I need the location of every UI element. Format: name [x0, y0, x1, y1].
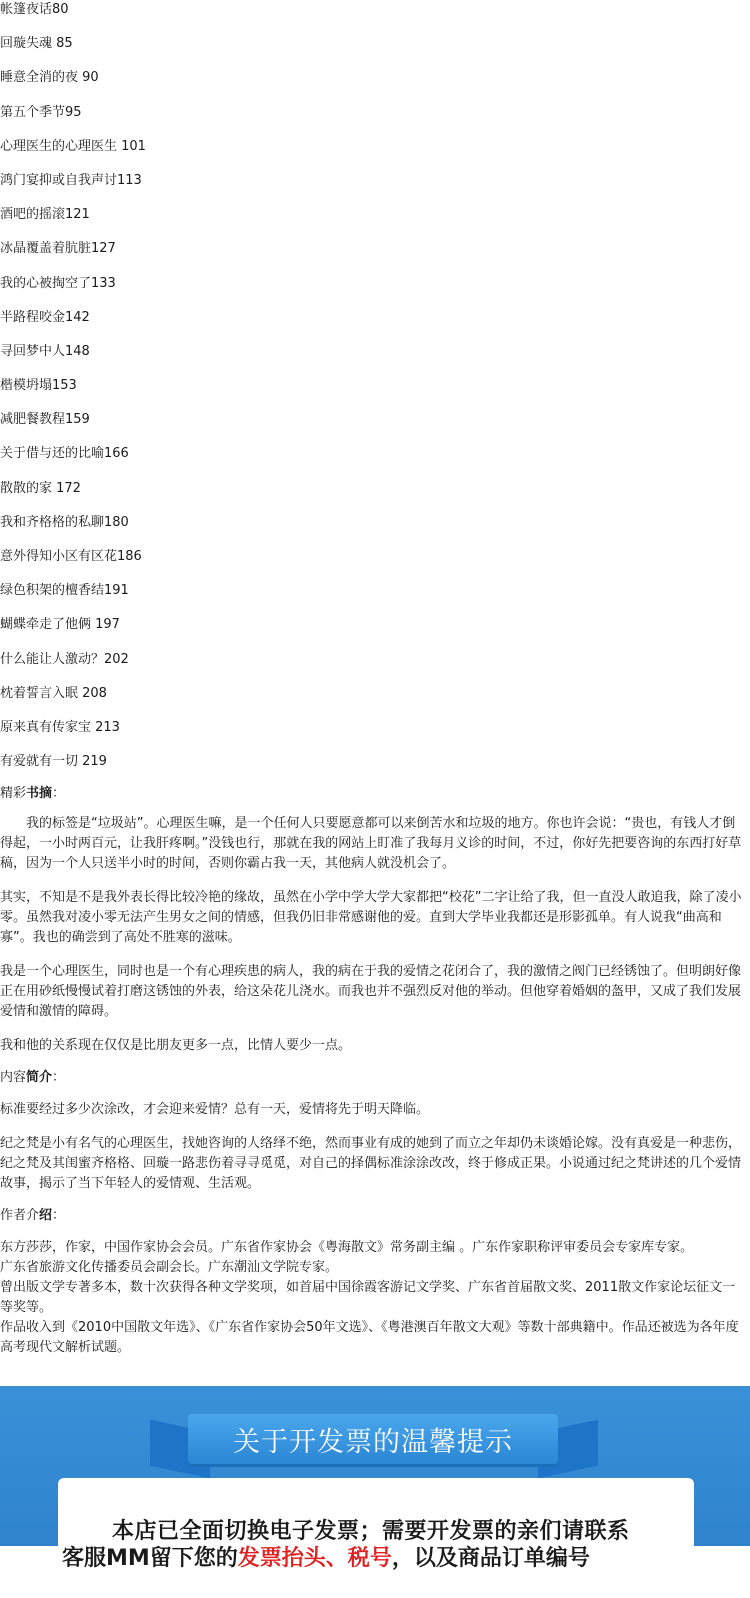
- toc-item: 枕着誓言入眠 208: [0, 685, 107, 701]
- toc-item: 蝴蝶牵走了他俩 197: [0, 617, 120, 633]
- toc-item: 减肥餐教程159: [0, 412, 90, 428]
- author-line: 广东省旅游文化传播委员会副会长。广东潮汕文学院专家。: [0, 1260, 339, 1276]
- author-line: 曾出版文学专著多本，数十次获得各种文学奖项，如首届中国徐霞客游记文学奖、广东省首届散文奖、2011散文作家论坛征文一等奖等。: [0, 1280, 736, 1316]
- toc-item: 鸿门宴抑或自我声讨113: [0, 172, 142, 188]
- excerpt-paragraph: 其实，不知是不是我外表长得比较冷艳的缘故，虽然在小学中学大学大家都把“校花”二字让给了我，但一直没人敢追我，除了凌小零。虽然我对凌小零无法产生男女之间的情感，但我仍旧非常感谢他的爱。直到大学毕业我都还是形影孤单。有人说我“曲高和寡”。我也的确尝到了高处不胜寒的滋味。: [0, 890, 742, 946]
- author-line: 东方莎莎，作家，中国作家协会会员。广东省作家协会《粤海散文》常务副主编 。广东作家职称评审委员会专家库专家。: [0, 1240, 694, 1256]
- toc-item: 寻回梦中人148: [0, 343, 90, 359]
- summary-paragraph: 标准要经过多少次涂改，才会迎来爱情？总有一天，爱情将先于明天降临。: [0, 1102, 430, 1118]
- toc-item: 冰晶覆盖着肮脏127: [0, 241, 116, 257]
- invoice-notice-line2-prefix: 客服MM留下您的: [62, 1546, 238, 1571]
- toc-item: 绿色积架的檀香结191: [0, 583, 129, 599]
- author-heading-strong: 绍: [39, 1208, 53, 1224]
- invoice-notice-banner: [0, 1386, 750, 1571]
- invoice-notice-line2: [62, 1541, 590, 1572]
- invoice-notice-line1: 本店已全面切换电子发票；需要开发票的亲们请联系: [112, 1519, 630, 1544]
- summary-heading-strong: 简介: [26, 1070, 53, 1086]
- summary-heading: [0, 1070, 750, 1086]
- toc-item: 第五个季节95: [0, 104, 82, 120]
- author-heading: [0, 1208, 750, 1224]
- toc-item: 回璇失魂 85: [0, 36, 73, 52]
- toc-item: 帐篷夜话80: [0, 2, 69, 17]
- summary-heading-prefix: 内容: [0, 1070, 27, 1086]
- toc-item: 心理医生的心理医生 101: [0, 138, 146, 154]
- excerpt-heading-prefix: 精彩: [0, 786, 27, 802]
- toc-item: 我的心被掏空了133: [0, 275, 116, 291]
- invoice-notice-line2-suffix: ，以及商品订单编号: [391, 1546, 590, 1571]
- excerpt-paragraph: 我是一个心理医生，同时也是一个有心理疾患的病人，我的病在于我的爱情之花闭合了，我的激情之阀门已经锈蚀了。但明朗好像正在用砂纸慢慢试着打磨这锈蚀的外表，给这朵花儿浇水。而我也并不强烈反对他的举动。但他穿着婚姻的盔甲，又成了我们发展爱情和激情的障碍。: [0, 964, 742, 1020]
- author-heading-prefix: 作者介: [0, 1208, 40, 1224]
- toc-item: 什么能让人激动？202: [0, 651, 129, 667]
- toc-item: 酒吧的摇滚121: [0, 207, 90, 223]
- toc-item: 有爱就有一切 219: [0, 754, 107, 770]
- author-line: 作品收入到《2010中国散文年选》、《广东省作家协会50年文选》、《粤港澳百年散文大观》等数十部典籍中。作品还被选为各年度高考现代文解析试题。: [0, 1320, 739, 1356]
- excerpt-heading: [0, 786, 750, 802]
- table-of-contents: [0, 0, 750, 786]
- summary-heading-suffix: ：: [52, 1070, 66, 1086]
- toc-item: 关于借与还的比喻166: [0, 446, 129, 462]
- author-heading-suffix: ：: [52, 1208, 66, 1224]
- invoice-notice-title: 关于开发票的温馨提示: [233, 1426, 513, 1458]
- excerpt-paragraph: 我的标签是“垃圾站”。心理医生嘛，是一个任何人只要愿意都可以来倒苦水和垃圾的地方。你也许会说：“贵也，有钱人才倒得起，一小时两百元，让我肝疼啊。”没钱也行，那就在我的网站上盯准了我每月义诊的时间，不过，你好先把要咨询的东西打好草稿，因为一个人只送半小时的时间，否则你霸占我一天，其他病人就没机会了。: [0, 816, 742, 872]
- excerpt-paragraph: 我和他的关系现在仅仅是比朋友更多一点，比情人要少一点。: [0, 1038, 352, 1054]
- toc-item: 楷模坍塌153: [0, 378, 77, 394]
- toc-item: 散散的家 172: [0, 480, 81, 496]
- toc-item: 我和齐格格的私聊180: [0, 514, 129, 530]
- summary-paragraph: 纪之梵是小有名气的心理医生，找她咨询的人络绎不绝，然而事业有成的她到了而立之年却仍未谈婚论嫁。没有真爱是一种悲伤，纪之梵及其闺蜜齐格格、回璇一路悲伤着寻寻觅觅，对自己的择偶标准涂涂改改，终于修成正果。小说通过纪之梵讲述的几个爱情故事，揭示了当下年轻人的爱情观、生活观。: [0, 1136, 742, 1192]
- toc-item: 半路程咬金142: [0, 309, 90, 325]
- toc-item: 睡意全消的夜 90: [0, 70, 99, 86]
- excerpt-heading-suffix: ：: [52, 786, 66, 802]
- invoice-notice-highlight: 发票抬头、税号: [237, 1546, 392, 1571]
- excerpt-heading-strong: 书摘: [26, 786, 53, 802]
- invoice-ribbon: [188, 1414, 558, 1464]
- toc-item: 意外得知小区有区花186: [0, 549, 142, 564]
- toc-item: 原来真有传家宝 213: [0, 719, 120, 735]
